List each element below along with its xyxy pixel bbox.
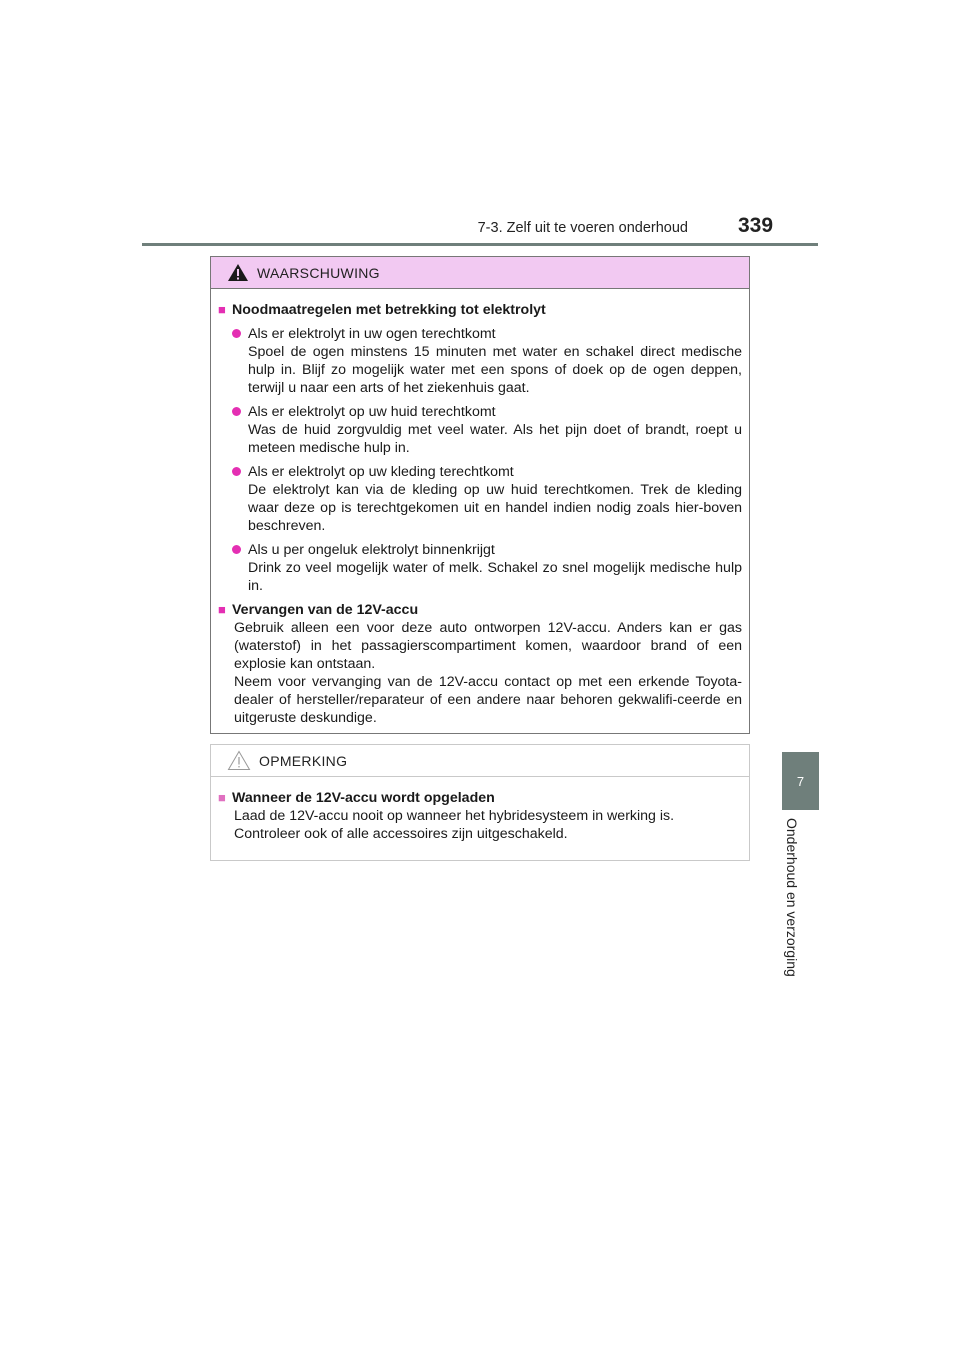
warning-header [211,257,749,289]
notice-header [211,745,749,777]
paragraph-text: Neem voor vervanging van de 12V-accu contact op met een erkende Toyota-dealer of hersteller/reparateur of een andere naar behoren gekwalifi-ceerde en uitgeruste deskundige. [234,674,742,726]
header-rule [142,243,818,246]
round-bullet-icon [232,467,241,476]
list-item [232,325,742,397]
item-title: Als er elektrolyt op uw kleding terechtkomt [248,464,514,480]
section-heading [218,601,742,619]
notice-title: OPMERKING [259,752,348,769]
item-text: Was de huid zorgvuldig met veel water. Als het pijn doet of brandt, roept u meteen medische hulp in. [248,422,742,456]
chapter-number: 7 [796,773,805,789]
notice-box [210,744,750,861]
list-item [232,541,742,595]
square-bullet-icon: ■ [218,790,226,805]
chapter-tab[interactable] [782,752,819,810]
item-title: Als u per ongeluk elektrolyt binnenkrijgt [248,542,495,558]
paragraph-text: Gebruik alleen een voor deze auto ontworpen 12V-accu. Anders kan er gas (waterstof) in het passagierscompartiment komen, waardoor brand of een explosie kan ontstaan. [234,620,742,672]
battery-paragraph [234,619,742,727]
item-text: Drink zo veel mogelijk water of melk. Schakel zo snel mogelijk medische hulp in. [248,560,742,594]
caution-triangle-icon [227,750,251,771]
item-text: Spoel de ogen minstens 15 minuten met water en schakel direct medische hulp in. Blijf zo mogelijk water met een spons of doek op de ogen deppen, terwijl u naar een arts of het ziekenhuis gaat. [248,344,742,396]
paragraph-text: Controleer ook of alle accessoires zijn uitgeschakeld. [234,826,568,842]
list-item [232,403,742,457]
chapter-label: Onderhoud en verzorging [784,818,800,977]
heading-text: Wanneer de 12V-accu wordt opgeladen [232,790,495,806]
square-bullet-icon: ■ [218,302,226,317]
warning-box [210,256,750,734]
section-title: 7-3. Zelf uit te voeren onderhoud [477,220,688,236]
page-number: 339 [738,214,774,237]
round-bullet-icon [232,407,241,416]
square-bullet-icon: ■ [218,602,226,617]
warning-body [211,289,749,727]
notice-paragraph [234,807,742,843]
item-title: Als er elektrolyt op uw huid terechtkomt [248,404,496,420]
item-text: De elektrolyt kan via de kleding op uw huid terechtkomen. Trek de kleding waar deze op is terechtgekomen uit en handel indien nodig zoals hier-boven beschreven. [248,482,742,534]
notice-body [211,777,749,843]
heading-text: Noodmaatregelen met betrekking tot elektrolyt [232,302,546,318]
round-bullet-icon [232,329,241,338]
round-bullet-icon [232,545,241,554]
section-heading [218,789,742,807]
paragraph-text: Laad de 12V-accu nooit op wanneer het hybridesysteem in werking is. [234,808,675,824]
heading-text: Vervangen van de 12V-accu [232,602,419,618]
warning-triangle-icon [227,263,249,282]
list-item [232,463,742,535]
warning-title: WAARSCHUWING [257,264,380,281]
section-heading [218,301,742,319]
item-title: Als er elektrolyt in uw ogen terechtkomt [248,326,496,342]
